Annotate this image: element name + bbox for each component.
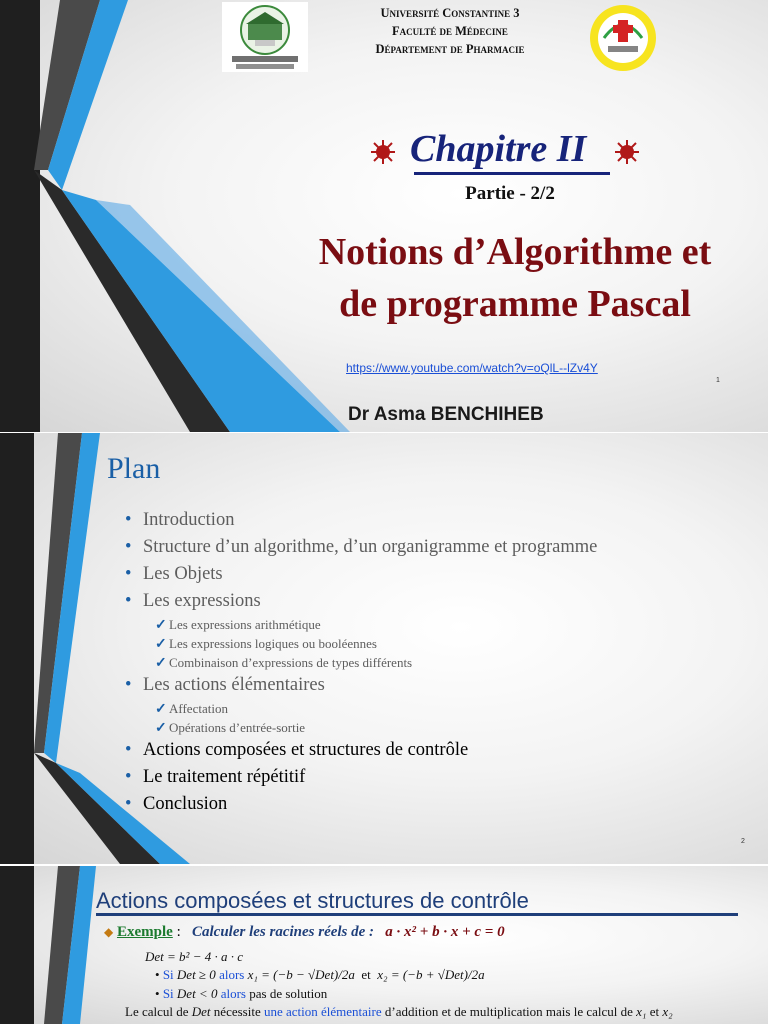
bullet-icon: ◆ — [104, 925, 114, 939]
case2-condition: Det < 0 — [176, 986, 218, 1001]
plan-item — [125, 534, 755, 561]
ornament-right-icon — [614, 139, 640, 165]
plan-list — [125, 507, 755, 818]
chapter-heading — [370, 127, 650, 173]
content-slide — [0, 866, 768, 1024]
note-part-c: une action élémentaire — [263, 1004, 382, 1019]
title-line-1: Notions d’Algorithme et — [318, 231, 712, 273]
plan-title: Plan — [107, 452, 161, 485]
bullet-icon: • — [125, 510, 132, 530]
checkmark-icon: ✓ — [155, 656, 167, 671]
case-1: • Si Det ≥ 0 alors x₁ = (−b − √Det)/2a et x₂ = (−b + √Det)/2a — [155, 967, 485, 982]
bullet-icon: • — [125, 591, 132, 611]
presentation-title — [270, 226, 760, 330]
case1-et: et — [361, 967, 371, 982]
department-name: Département de Pharmacie — [375, 42, 525, 56]
plan-item-label: Conclusion — [143, 794, 228, 814]
plan-item-label: Le traitement répétitif — [143, 767, 306, 787]
case1-condition: Det ≥ 0 — [176, 967, 216, 982]
plan-subitem — [125, 615, 755, 634]
bullet-icon: • — [125, 767, 132, 787]
institution-header — [300, 4, 600, 58]
case-2: • Si Det < 0 alors pas de solution — [155, 986, 328, 1001]
checkmark-icon: ✓ — [155, 637, 167, 652]
faculty-logo — [584, 2, 662, 74]
plan-item-label: Les Objets — [143, 564, 223, 584]
university-name: Université Constantine 3 — [380, 6, 520, 20]
note-line — [125, 1004, 673, 1020]
title-underline — [96, 913, 738, 916]
det-formula: Det = b² − 4 · a · c — [145, 949, 243, 964]
checkmark-icon: ✓ — [155, 702, 167, 717]
plan-item-label: Structure d’un algorithme, d’un organigramme et programme — [143, 537, 598, 557]
example-equation: a · x² + b · x + c = 0 — [385, 924, 505, 940]
case2-si: Si — [162, 986, 174, 1001]
ornament-left-icon — [370, 139, 396, 165]
youtube-link[interactable]: https://www.youtube.com/watch?v=oQlL--lZv4Y — [346, 361, 598, 375]
plan-item-label: Combinaison d’expressions de types différents — [169, 655, 413, 670]
plan-item — [125, 507, 755, 534]
note-x2: x₂ — [662, 1004, 673, 1019]
plan-item-label: Introduction — [143, 510, 235, 530]
plan-subitem — [125, 653, 755, 672]
case1-alors: alors — [219, 967, 245, 982]
case2-result: pas de solution — [249, 986, 328, 1001]
faculty-name: Faculté de Médecine — [392, 24, 508, 38]
case2-alors: alors — [220, 986, 246, 1001]
plan-subitem — [125, 699, 755, 718]
plan-item-label: Affectation — [169, 701, 228, 716]
example-task: Calculer les racines réels de : — [191, 924, 375, 940]
plan-item — [125, 764, 755, 791]
author-name: Dr Asma BENCHIHEB — [348, 404, 544, 425]
page-number: 2 — [741, 838, 745, 845]
example-separator: : — [172, 924, 181, 940]
chapter-underline — [414, 172, 610, 175]
note-x1: x₁ — [636, 1004, 647, 1019]
plan-item-label: Opérations d’entrée-sortie — [169, 720, 306, 735]
plan-item-label: Les expressions arithmétique — [169, 617, 321, 632]
bullet-icon: • — [125, 794, 132, 814]
chapter-title: Chapitre II — [410, 128, 587, 170]
plan-item — [125, 561, 755, 588]
bullet-icon: • — [125, 537, 132, 557]
plan-subitem — [125, 718, 755, 737]
part-label: Partie - 2/2 — [465, 183, 555, 204]
case1-si: Si — [162, 967, 174, 982]
note-part-b: nécessite — [213, 1004, 261, 1019]
bullet-icon: • — [125, 564, 132, 584]
example-line — [104, 924, 505, 941]
plan-item-label: Actions composées et structures de contrôle — [143, 740, 469, 760]
university-logo — [222, 2, 308, 72]
plan-item-label: Les expressions — [143, 591, 261, 611]
checkmark-icon: ✓ — [155, 618, 167, 633]
page-number: 1 — [716, 377, 720, 384]
plan-item — [125, 588, 755, 615]
note-et: et — [649, 1004, 660, 1019]
bullet-icon: • — [125, 675, 132, 695]
plan-item — [125, 791, 755, 818]
checkmark-icon: ✓ — [155, 721, 167, 736]
note-part-a: Le calcul de — [125, 1004, 189, 1019]
example-label: Exemple — [116, 924, 173, 940]
title-slide — [0, 0, 768, 432]
plan-item — [125, 672, 755, 699]
case1-x1: x₁ = (−b − √Det)/2a — [247, 967, 355, 982]
bullet-icon: • — [125, 740, 132, 760]
slide-title: Actions composées et structures de contrôle — [96, 888, 529, 913]
plan-subitem — [125, 634, 755, 653]
title-line-2: de programme Pascal — [339, 283, 691, 325]
plan-slide — [0, 433, 768, 864]
plan-item-label: Les actions élémentaires — [143, 675, 325, 695]
note-part-d: d’addition et de multiplication mais le calcul de — [384, 1004, 633, 1019]
plan-item-label: Les expressions logiques ou booléennes — [169, 636, 377, 651]
case1-x2: x₂ = (−b + √Det)/2a — [377, 967, 485, 982]
note-det: Det — [191, 1004, 211, 1019]
plan-item — [125, 737, 755, 764]
